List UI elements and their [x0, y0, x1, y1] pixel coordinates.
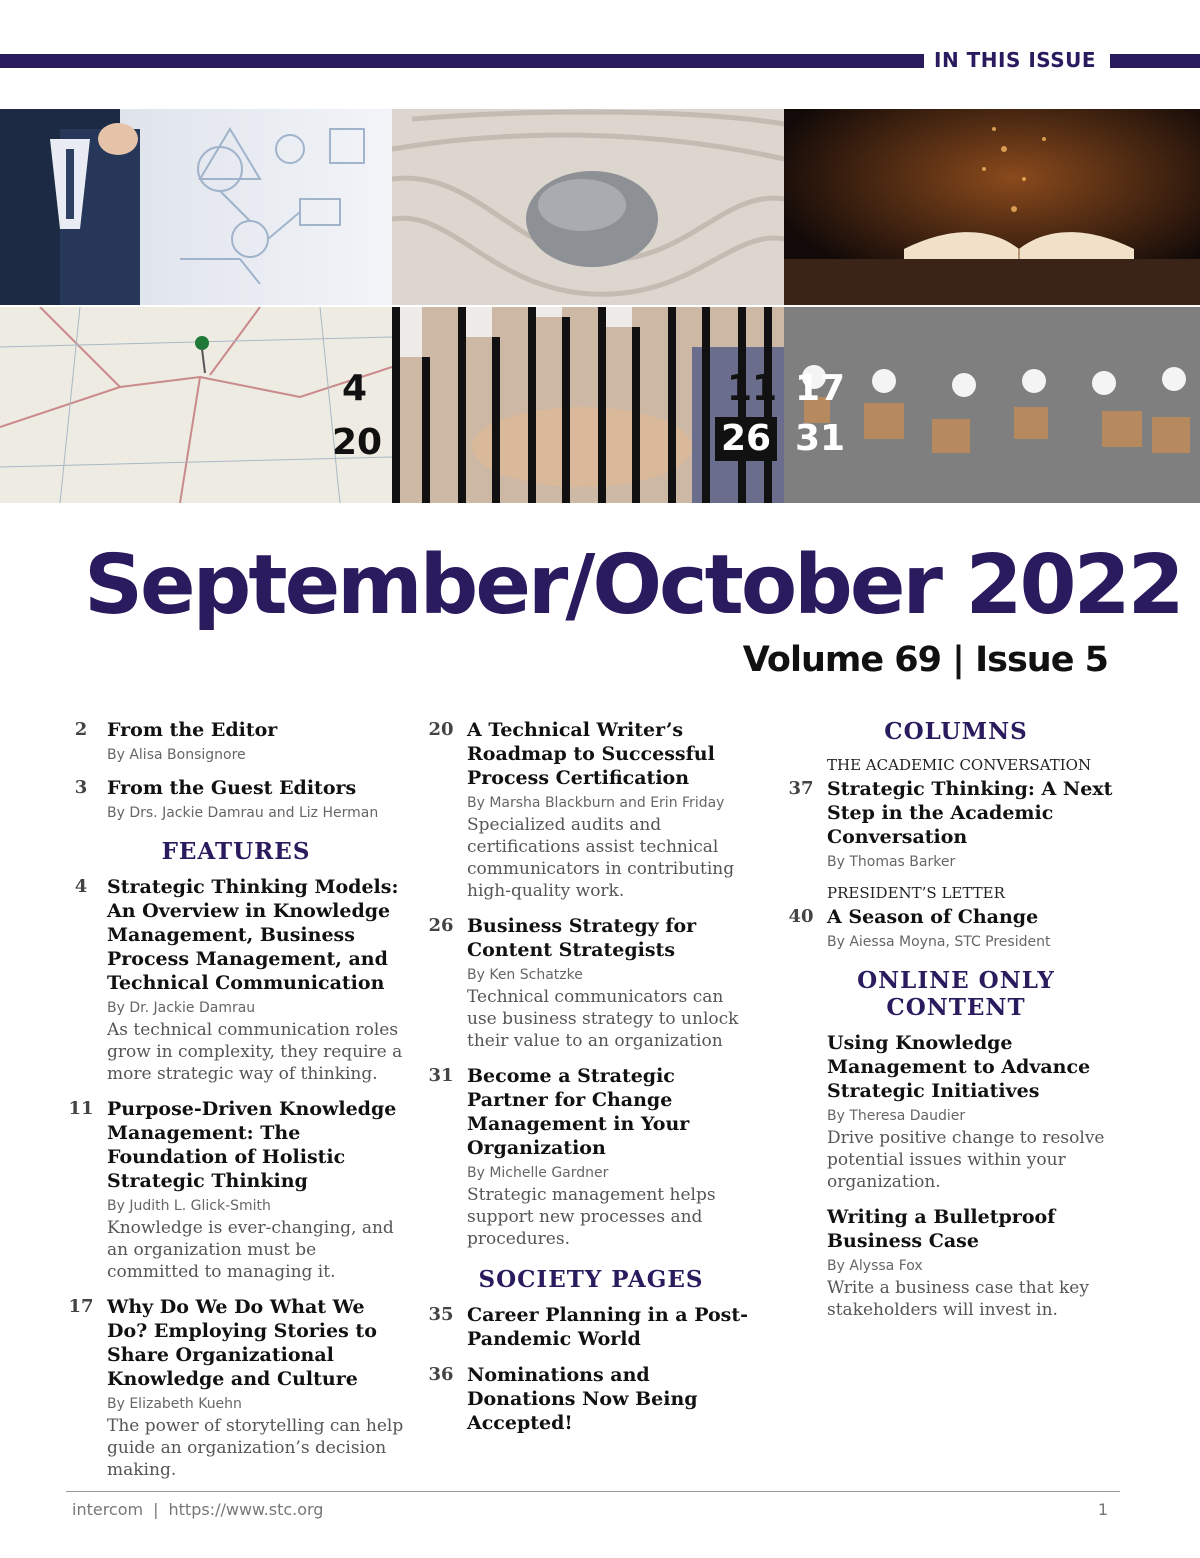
toc-kicker: THE ACADEMIC CONVERSATION: [827, 756, 1092, 774]
toc-entry[interactable]: [66, 776, 406, 822]
in-this-issue-label: IN THIS ISSUE: [934, 48, 1097, 72]
columns-heading: COLUMNS: [884, 718, 1028, 745]
toc-column-3: [786, 718, 1126, 1333]
toc-page-number: 40: [788, 906, 814, 927]
toc-kicker: PRESIDENT’S LETTER: [827, 884, 1005, 902]
photo-page-number-26[interactable]: 26: [715, 417, 777, 461]
toc-title: A Season of Change: [827, 906, 1039, 928]
toc-description: The power of storytelling can help guide an organization’s decision making.: [107, 1416, 404, 1480]
toc-title: Strategic Thinking: A Next Step in the Academic Conversation: [827, 778, 1113, 848]
toc-entry[interactable]: [426, 1064, 756, 1250]
volume-issue: Volume 69 | Issue 5: [742, 640, 1108, 680]
photo-map-pin: [0, 307, 392, 503]
toc-title: From the Guest Editors: [107, 777, 357, 799]
toc-entry[interactable]: [426, 718, 756, 902]
rule-bar-left: [0, 54, 924, 68]
toc-byline: By Drs. Jackie Damrau and Liz Herman: [107, 805, 379, 821]
toc-byline: By Theresa Daudier: [827, 1108, 966, 1124]
footer-rule: [66, 1491, 1120, 1492]
footer-url-link[interactable]: https://www.stc.org: [168, 1500, 324, 1519]
toc-page-number: 3: [74, 777, 88, 798]
toc-entry[interactable]: [786, 1031, 1126, 1193]
toc-description: Technical communicators can use business strategy to unlock their value to an organization: [467, 987, 739, 1051]
toc-title: Strategic Thinking Models: An Overview in Knowledge Management, Business Process Management, and Technical Communication: [107, 876, 399, 994]
footer-separator: |: [153, 1500, 159, 1519]
toc-entry[interactable]: [786, 755, 1126, 871]
toc-title: Writing a Bulletproof Business Case: [827, 1206, 1056, 1252]
toc-page-number: 4: [74, 876, 88, 897]
toc-byline: By Dr. Jackie Damrau: [107, 1000, 256, 1016]
toc-byline: By Elizabeth Kuehn: [107, 1396, 242, 1412]
toc-page-number: 26: [428, 915, 454, 936]
rule-bar-right: [1110, 54, 1200, 68]
issue-title: September/October 2022: [84, 538, 1182, 633]
toc-byline: By Thomas Barker: [827, 854, 956, 870]
photo-businessman-flowchart: [0, 109, 392, 305]
toc-description: Drive positive change to resolve potential issues within your organization.: [827, 1128, 1105, 1192]
toc-byline: By Judith L. Glick-Smith: [107, 1198, 271, 1214]
photo-collage: [0, 109, 1200, 503]
society-pages-heading: SOCIETY PAGES: [478, 1266, 704, 1293]
toc-entry[interactable]: [66, 1097, 406, 1283]
toc-byline: By Alisa Bonsignore: [107, 747, 246, 763]
toc-title: Using Knowledge Management to Advance Strategic Initiatives: [827, 1032, 1091, 1102]
features-heading: FEATURES: [161, 838, 311, 865]
toc-entry[interactable]: [426, 1363, 756, 1435]
toc-description: Write a business case that key stakeholders will invest in.: [827, 1278, 1089, 1320]
toc-title: A Technical Writer’s Roadmap to Successful Process Certification: [467, 719, 715, 789]
footer-page-number: 1: [1097, 1500, 1108, 1519]
toc-page-number: 36: [428, 1364, 454, 1385]
toc-entry[interactable]: [786, 1205, 1126, 1321]
toc-byline: By Alyssa Fox: [827, 1258, 923, 1274]
toc-title: Business Strategy for Content Strategists: [467, 915, 697, 961]
photo-page-number-4[interactable]: 4: [342, 368, 368, 409]
footer-publication: [72, 1500, 323, 1519]
toc-description: Knowledge is ever-changing, and an organization must be committed to managing it.: [107, 1218, 394, 1282]
toc-title: Nominations and Donations Now Being Accepted!: [467, 1364, 698, 1434]
toc-page-number: 35: [428, 1304, 454, 1325]
toc-title: Why Do We Do What We Do? Employing Stories to Share Organizational Knowledge and Culture: [107, 1296, 377, 1390]
toc-description: Strategic management helps support new processes and procedures.: [467, 1185, 716, 1249]
photo-zen-stone: [392, 109, 784, 305]
photo-page-number-31[interactable]: 31: [795, 418, 846, 459]
toc-byline: By Michelle Gardner: [467, 1165, 609, 1181]
toc-entry[interactable]: [426, 914, 756, 1052]
toc-column-1: [66, 718, 406, 1493]
photo-glowing-book: [784, 109, 1200, 305]
photo-page-number-11[interactable]: 11: [727, 368, 778, 409]
toc-title: Become a Strategic Partner for Change Management in Your Organization: [467, 1065, 690, 1159]
section-header-rule: [0, 48, 1200, 72]
toc-page-number: 20: [428, 719, 454, 740]
toc-description: Specialized audits and certifications assist technical communicators in contributing high-quality work.: [467, 815, 735, 901]
toc-byline: By Aiessa Moyna, STC President: [827, 934, 1051, 950]
photo-page-number-20[interactable]: 20: [332, 422, 383, 463]
toc-entry[interactable]: [426, 1303, 756, 1351]
toc-entry[interactable]: [786, 883, 1126, 951]
toc-page-number: 11: [68, 1098, 94, 1119]
toc-description: As technical communication roles grow in complexity, they require a more strategic way of thinking.: [107, 1020, 403, 1084]
toc-page-number: 31: [428, 1065, 454, 1086]
toc-page-number: 37: [788, 778, 814, 799]
toc-title: Purpose-Driven Knowledge Management: The Foundation of Holistic Strategic Thinking: [107, 1098, 397, 1192]
toc-entry[interactable]: [66, 718, 406, 764]
publication-name: intercom: [72, 1500, 144, 1519]
toc-column-2: [426, 718, 756, 1447]
online-only-heading: ONLINE ONLY CONTENT: [857, 967, 1055, 1021]
toc-page-number: 2: [74, 719, 88, 740]
toc-title: Career Planning in a Post-Pandemic World: [467, 1304, 749, 1350]
toc-byline: By Ken Schatzke: [467, 967, 583, 983]
toc-title: From the Editor: [107, 719, 278, 741]
photo-page-number-17[interactable]: 17: [795, 368, 846, 409]
toc-page-number: 17: [68, 1296, 94, 1317]
toc-entry[interactable]: [66, 1295, 406, 1481]
toc-byline: By Marsha Blackburn and Erin Friday: [467, 795, 725, 811]
toc-entry[interactable]: [66, 875, 406, 1085]
